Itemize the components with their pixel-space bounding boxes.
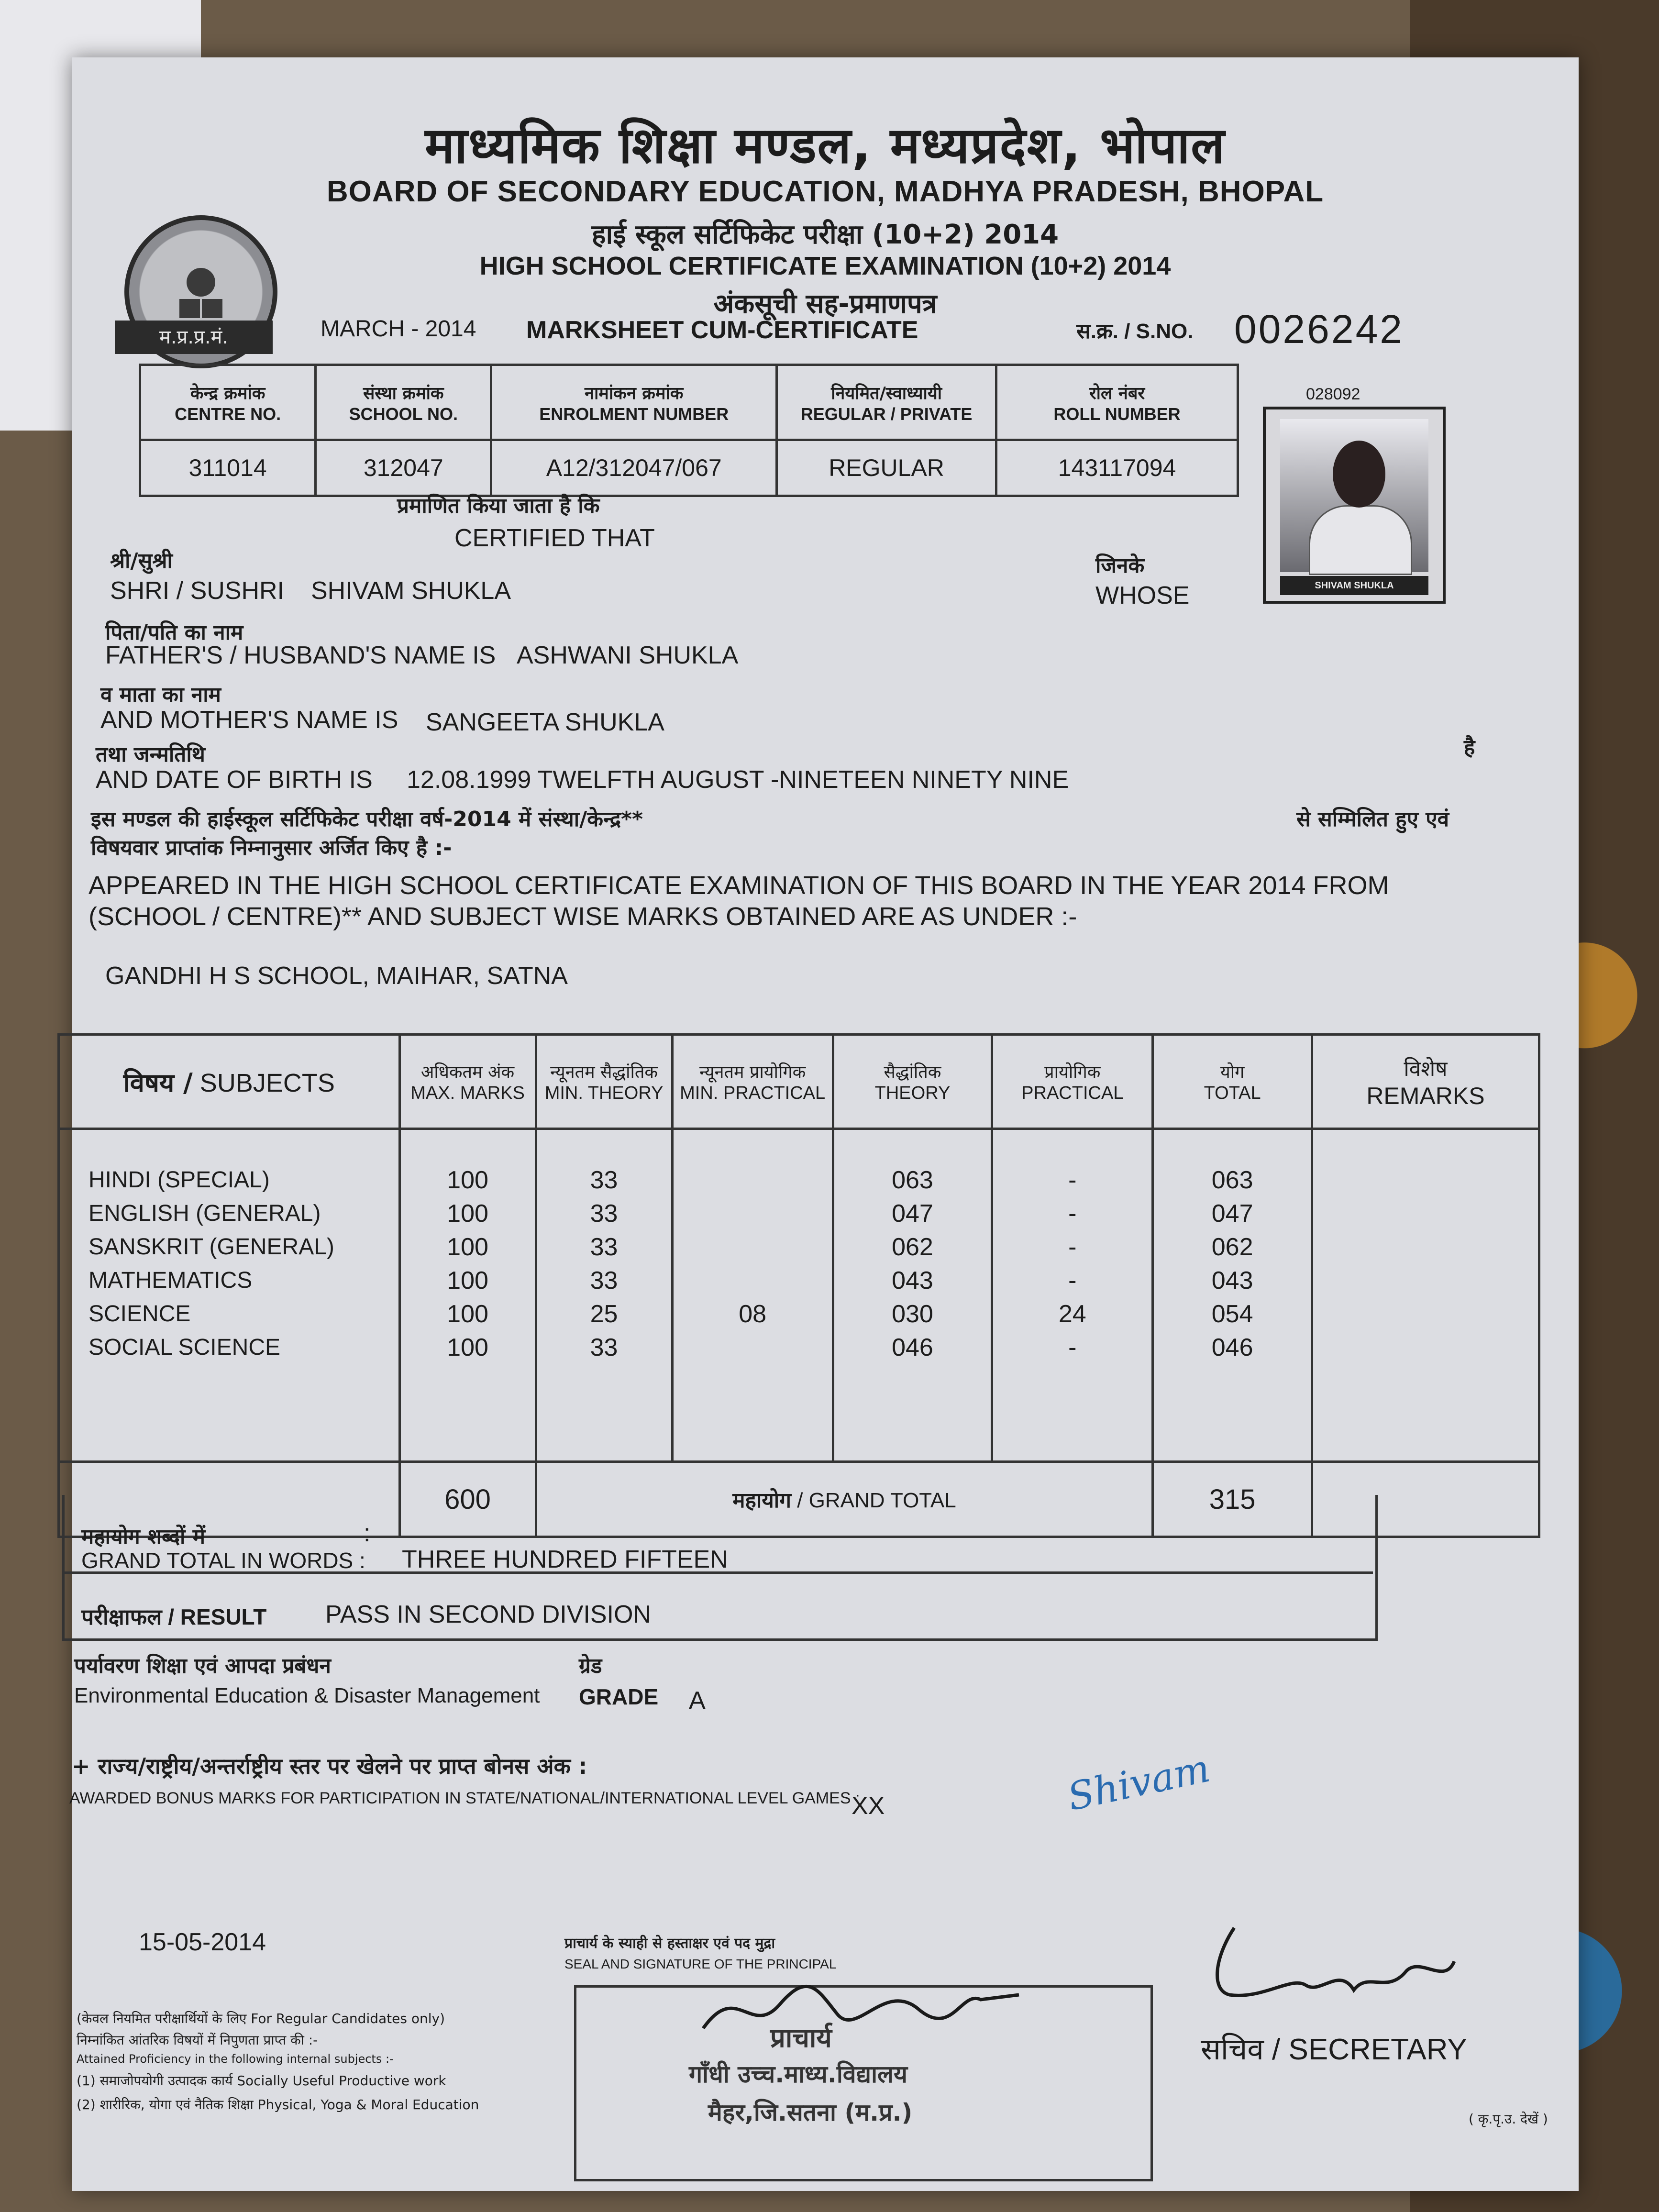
id-header-en: CENTRE NO.	[175, 404, 281, 424]
mother-name: SANGEETA SHUKLA	[426, 708, 664, 736]
min-theory: 33	[590, 1166, 618, 1194]
prac-header-en: PRACTICAL	[1021, 1083, 1124, 1103]
serial-label: स.क्र. / S.NO.	[1076, 320, 1194, 343]
subject-name: SOCIAL SCIENCE	[88, 1335, 280, 1360]
total-mark: 047	[1211, 1200, 1253, 1228]
total-header-hi: योग	[1220, 1062, 1245, 1082]
certify-english: CERTIFIED THAT	[454, 524, 655, 552]
grand-total-label-hi: महायोग	[732, 1488, 791, 1513]
exam-title-english: HIGH SCHOOL CERTIFICATE EXAMINATION (10+2) 2014	[479, 252, 1171, 280]
words-colon: :	[364, 1519, 371, 1547]
secretary-signature-icon	[1196, 1918, 1464, 2033]
theory-col	[833, 1129, 992, 1462]
max-mark: 100	[447, 1166, 488, 1194]
id-header-hi: नियमित/स्वाध्यायी	[831, 383, 942, 403]
env-label-en: Environmental Education & Disaster Management	[74, 1684, 540, 1707]
min-theory-col	[536, 1129, 672, 1462]
grand-total-label-en: / GRAND TOTAL	[797, 1489, 956, 1512]
theory-mark: 047	[892, 1200, 933, 1228]
doc-title-english: MARKSHEET CUM-CERTIFICATE	[526, 316, 918, 344]
id-header-hi: नामांकन क्रमांक	[584, 383, 684, 403]
max-mark: 100	[447, 1233, 488, 1261]
date-of-birth: 12.08.1999 TWELFTH AUGUST -NINETEEN NINETY NINE	[407, 766, 1069, 794]
prac-mark: -	[1068, 1233, 1077, 1261]
max-mark: 100	[447, 1334, 488, 1361]
footnote-1: (केवल नियमित परीक्षार्थियों के लिए For Regular Candidates only)	[77, 2011, 445, 2026]
school-name: GANDHI H S SCHOOL, MAIHAR, SATNA	[105, 962, 568, 990]
total-header-en: TOTAL	[1204, 1083, 1261, 1103]
bonus-label-hi: + राज्य/राष्ट्रीय/अन्तर्राष्ट्रीय स्तर पर खेलने पर प्राप्त बोनस अंक :	[72, 1753, 587, 1779]
prac-mark: -	[1068, 1200, 1077, 1228]
min-prac-header-en: MIN. PRACTICAL	[680, 1083, 826, 1103]
theory-mark: 063	[892, 1166, 933, 1194]
prac-col	[992, 1129, 1153, 1462]
prac-mark: 24	[1058, 1300, 1086, 1328]
appeared-en-2: (SCHOOL / CENTRE)** AND SUBJECT WISE MARKS OBTAINED ARE AS UNDER :-	[88, 902, 1077, 931]
grade-label-en: GRADE	[579, 1684, 659, 1709]
footnote-3: Attained Proficiency in the following internal subjects :-	[77, 2052, 394, 2066]
result-label	[81, 1602, 266, 1631]
subject-name: SANSKRIT (GENERAL)	[88, 1234, 334, 1260]
min-prac-col	[672, 1129, 833, 1462]
min-prac: 08	[739, 1300, 767, 1328]
roll-number: 143117094	[996, 440, 1238, 496]
max-marks-col	[399, 1129, 536, 1462]
total-mark: 063	[1211, 1166, 1253, 1194]
theory-header-en: THEORY	[874, 1083, 951, 1103]
father-label-en: FATHER'S / HUSBAND'S NAME IS	[105, 641, 496, 669]
total-mark: 062	[1211, 1233, 1253, 1261]
id-header-hi: केन्द्र क्रमांक	[190, 383, 265, 403]
theory-mark: 046	[892, 1334, 933, 1361]
board-title-english: BOARD OF SECONDARY EDUCATION, MADHYA PRADESH, BHOPAL	[326, 175, 1324, 208]
min-theory: 33	[590, 1267, 618, 1294]
corner-note: ( कृ.पृ.उ. देखें )	[1469, 2111, 1548, 2127]
hai: है	[1464, 735, 1475, 760]
env-label-hi: पर्यावरण शिक्षा एवं आपदा प्रबंधन	[74, 1654, 331, 1678]
max-mark: 100	[447, 1267, 488, 1294]
min-prac	[674, 1264, 831, 1297]
dob-label-en: AND DATE OF BIRTH IS	[96, 766, 373, 794]
subject-names-col	[59, 1129, 400, 1462]
total-col	[1153, 1129, 1312, 1462]
appeared-hi-1: इस मण्डल की हाईस्कूल सर्टिफिकेट परीक्षा वर्ष-2014 में संस्था/केन्द्र**	[91, 807, 643, 831]
min-prac-header-hi: न्यूनतम प्रायोगिक	[699, 1062, 806, 1082]
id-header-en: ROLL NUMBER	[1053, 404, 1181, 424]
seal-band: म.प्र.प्र.मं.	[115, 321, 273, 354]
total-mark: 046	[1211, 1334, 1253, 1361]
min-theory: 33	[590, 1334, 618, 1361]
subject-name: SCIENCE	[88, 1301, 191, 1327]
father-label-hi: पिता/पति का नाम	[105, 620, 243, 645]
theory-header-hi: सैद्धांतिक	[884, 1062, 941, 1082]
dob-label-hi: तथा जन्मतिथि	[96, 742, 205, 767]
appeared-en-1: APPEARED IN THE HIGH SCHOOL CERTIFICATE EXAMINATION OF THIS BOARD IN THE YEAR 2014 FROM	[88, 871, 1389, 900]
remarks-header-en: REMARKS	[1366, 1083, 1485, 1109]
centre-no: 311014	[140, 440, 316, 496]
serial-number: 0026242	[1234, 307, 1405, 352]
min-prac	[674, 1230, 831, 1264]
name-label-en: SHRI / SUSHRI	[110, 577, 285, 605]
principal-signature-icon	[694, 1961, 1029, 2047]
words-label-en: GRAND TOTAL IN WORDS :	[81, 1548, 365, 1573]
candidate-name: SHIVAM SHUKLA	[311, 577, 511, 605]
exam-title-hindi: हाई स्कूल सर्टिफिकेट परीक्षा (10+2) 2014	[591, 219, 1059, 250]
min-theory: 25	[590, 1300, 618, 1328]
result-value: PASS IN SECOND DIVISION	[325, 1601, 651, 1628]
doc-title-hindi: अंकसूची सह-प्रमाणपत्र	[713, 288, 937, 320]
school-no: 312047	[316, 440, 491, 496]
prac-mark: -	[1068, 1267, 1077, 1294]
board-title-hindi: माध्यमिक शिक्षा मण्डल, मध्यप्रदेश, भोपाल	[425, 116, 1226, 175]
footnote-5: (2) शारीरिक, योगा एवं नैतिक शिक्षा Physical, Yoga & Moral Education	[77, 2097, 479, 2112]
student-photo	[1263, 407, 1446, 604]
id-header-en: SCHOOL NO.	[349, 404, 458, 424]
max-header-hi: अधिकतम अंक	[420, 1062, 515, 1082]
min-theory: 33	[590, 1233, 618, 1261]
theory-mark: 030	[892, 1300, 933, 1328]
result-label-hi: परीक्षाफल	[81, 1604, 162, 1630]
bonus-label-en: AWARDED BONUS MARKS FOR PARTICIPATION IN STATE/NATIONAL/INTERNATIONAL LEVEL GAMES :	[69, 1789, 860, 1807]
subject-name: MATHEMATICS	[88, 1268, 253, 1293]
total-mark: 043	[1211, 1267, 1253, 1294]
prac-header-hi: प्रायोगिक	[1044, 1062, 1101, 1082]
subject-name: ENGLISH (GENERAL)	[88, 1201, 321, 1226]
min-theory: 33	[590, 1200, 618, 1228]
max-mark: 100	[447, 1200, 488, 1228]
principal-stamp-3: मैहर,जि.सतना (म.प्र.)	[708, 2099, 913, 2126]
photo-number: 028092	[1306, 385, 1360, 403]
env-grade: A	[689, 1687, 706, 1714]
enrolment-number: A12/312047/067	[491, 440, 777, 496]
student-signature: Shivam	[1063, 1746, 1214, 1820]
appeared-hi-right: से सम्मिलित हुए एवं	[1296, 807, 1449, 831]
footnote-4: (1) समाजोपयोगी उत्पादक कार्य Socially Useful Productive work	[77, 2073, 446, 2089]
subject-name: HINDI (SPECIAL)	[88, 1167, 270, 1193]
words-label-hi: महायोग शब्दों में	[81, 1525, 206, 1549]
mother-label-en: AND MOTHER'S NAME IS	[100, 706, 398, 734]
grand-max: 600	[399, 1462, 536, 1537]
min-theory-header-en: MIN. THEORY	[544, 1083, 664, 1103]
id-header-hi: संस्था क्रमांक	[363, 383, 444, 403]
prac-mark: -	[1068, 1166, 1077, 1194]
theory-mark: 062	[892, 1233, 933, 1261]
min-prac	[674, 1331, 831, 1364]
session: MARCH - 2014	[321, 316, 476, 342]
theory-mark: 043	[892, 1267, 933, 1294]
principal-stamp-2: गाँधी उच्च.माध्य.विद्यालय	[689, 2060, 907, 2088]
id-table	[139, 364, 1239, 497]
principal-label-hi: प्राचार्य के स्याही से हस्ताक्षर एवं पद मुद्रा	[564, 1935, 775, 1952]
max-header-en: MAX. MARKS	[410, 1083, 525, 1103]
result-label-en: / RESULT	[168, 1604, 267, 1629]
subjects-header-hi: विषय /	[123, 1068, 193, 1098]
marksheet	[69, 57, 1579, 2191]
footnote-2: निम्नांकित आंतरिक विषयों में निपुणता प्राप्त की :-	[77, 2032, 318, 2048]
min-theory-header-hi: न्यूनतम सैद्धांतिक	[550, 1062, 658, 1082]
total-mark: 054	[1211, 1300, 1253, 1328]
id-header-en: ENROLMENT NUMBER	[539, 404, 729, 424]
principal-label-en: SEAL AND SIGNATURE OF THE PRINCIPAL	[564, 1957, 837, 1971]
whose-hi: जिनके	[1095, 553, 1145, 578]
grand-total-words: THREE HUNDRED FIFTEEN	[402, 1546, 728, 1573]
id-header-hi: रोल नंबर	[1089, 383, 1145, 403]
whose-en: WHOSE	[1095, 582, 1190, 609]
father-name: ASHWANI SHUKLA	[517, 641, 739, 669]
min-prac	[674, 1197, 831, 1230]
grade-label-hi: ग्रेड	[579, 1654, 602, 1678]
certify-hindi: प्रमाणित किया जाता है कि	[397, 494, 600, 518]
remarks-header-hi: विशेष	[1404, 1057, 1448, 1081]
secretary-label: सचिव / SECRETARY	[1201, 2033, 1467, 2066]
id-header-en: REGULAR / PRIVATE	[800, 404, 973, 424]
principal-stamp-1: प्राचार्य	[770, 2023, 832, 2054]
min-prac	[674, 1163, 831, 1197]
name-label-hi: श्री/सुश्री	[110, 549, 173, 573]
regular-private: REGULAR	[777, 440, 996, 496]
bonus-value: XX	[852, 1792, 885, 1820]
remarks-col	[1312, 1129, 1539, 1462]
marks-table	[57, 1033, 1540, 1538]
mother-label-hi: व माता का नाम	[100, 683, 221, 707]
subjects-header-en: SUBJECTS	[199, 1069, 335, 1097]
prac-mark: -	[1068, 1334, 1077, 1361]
photo-caption: SHIVAM SHUKLA	[1280, 576, 1428, 595]
max-mark: 100	[447, 1300, 488, 1328]
grand-total: 315	[1153, 1462, 1312, 1537]
issue-date: 15-05-2014	[139, 1928, 266, 1956]
appeared-hi-2: विषयवार प्राप्तांक निम्नानुसार अर्जित किए है :-	[91, 836, 452, 860]
